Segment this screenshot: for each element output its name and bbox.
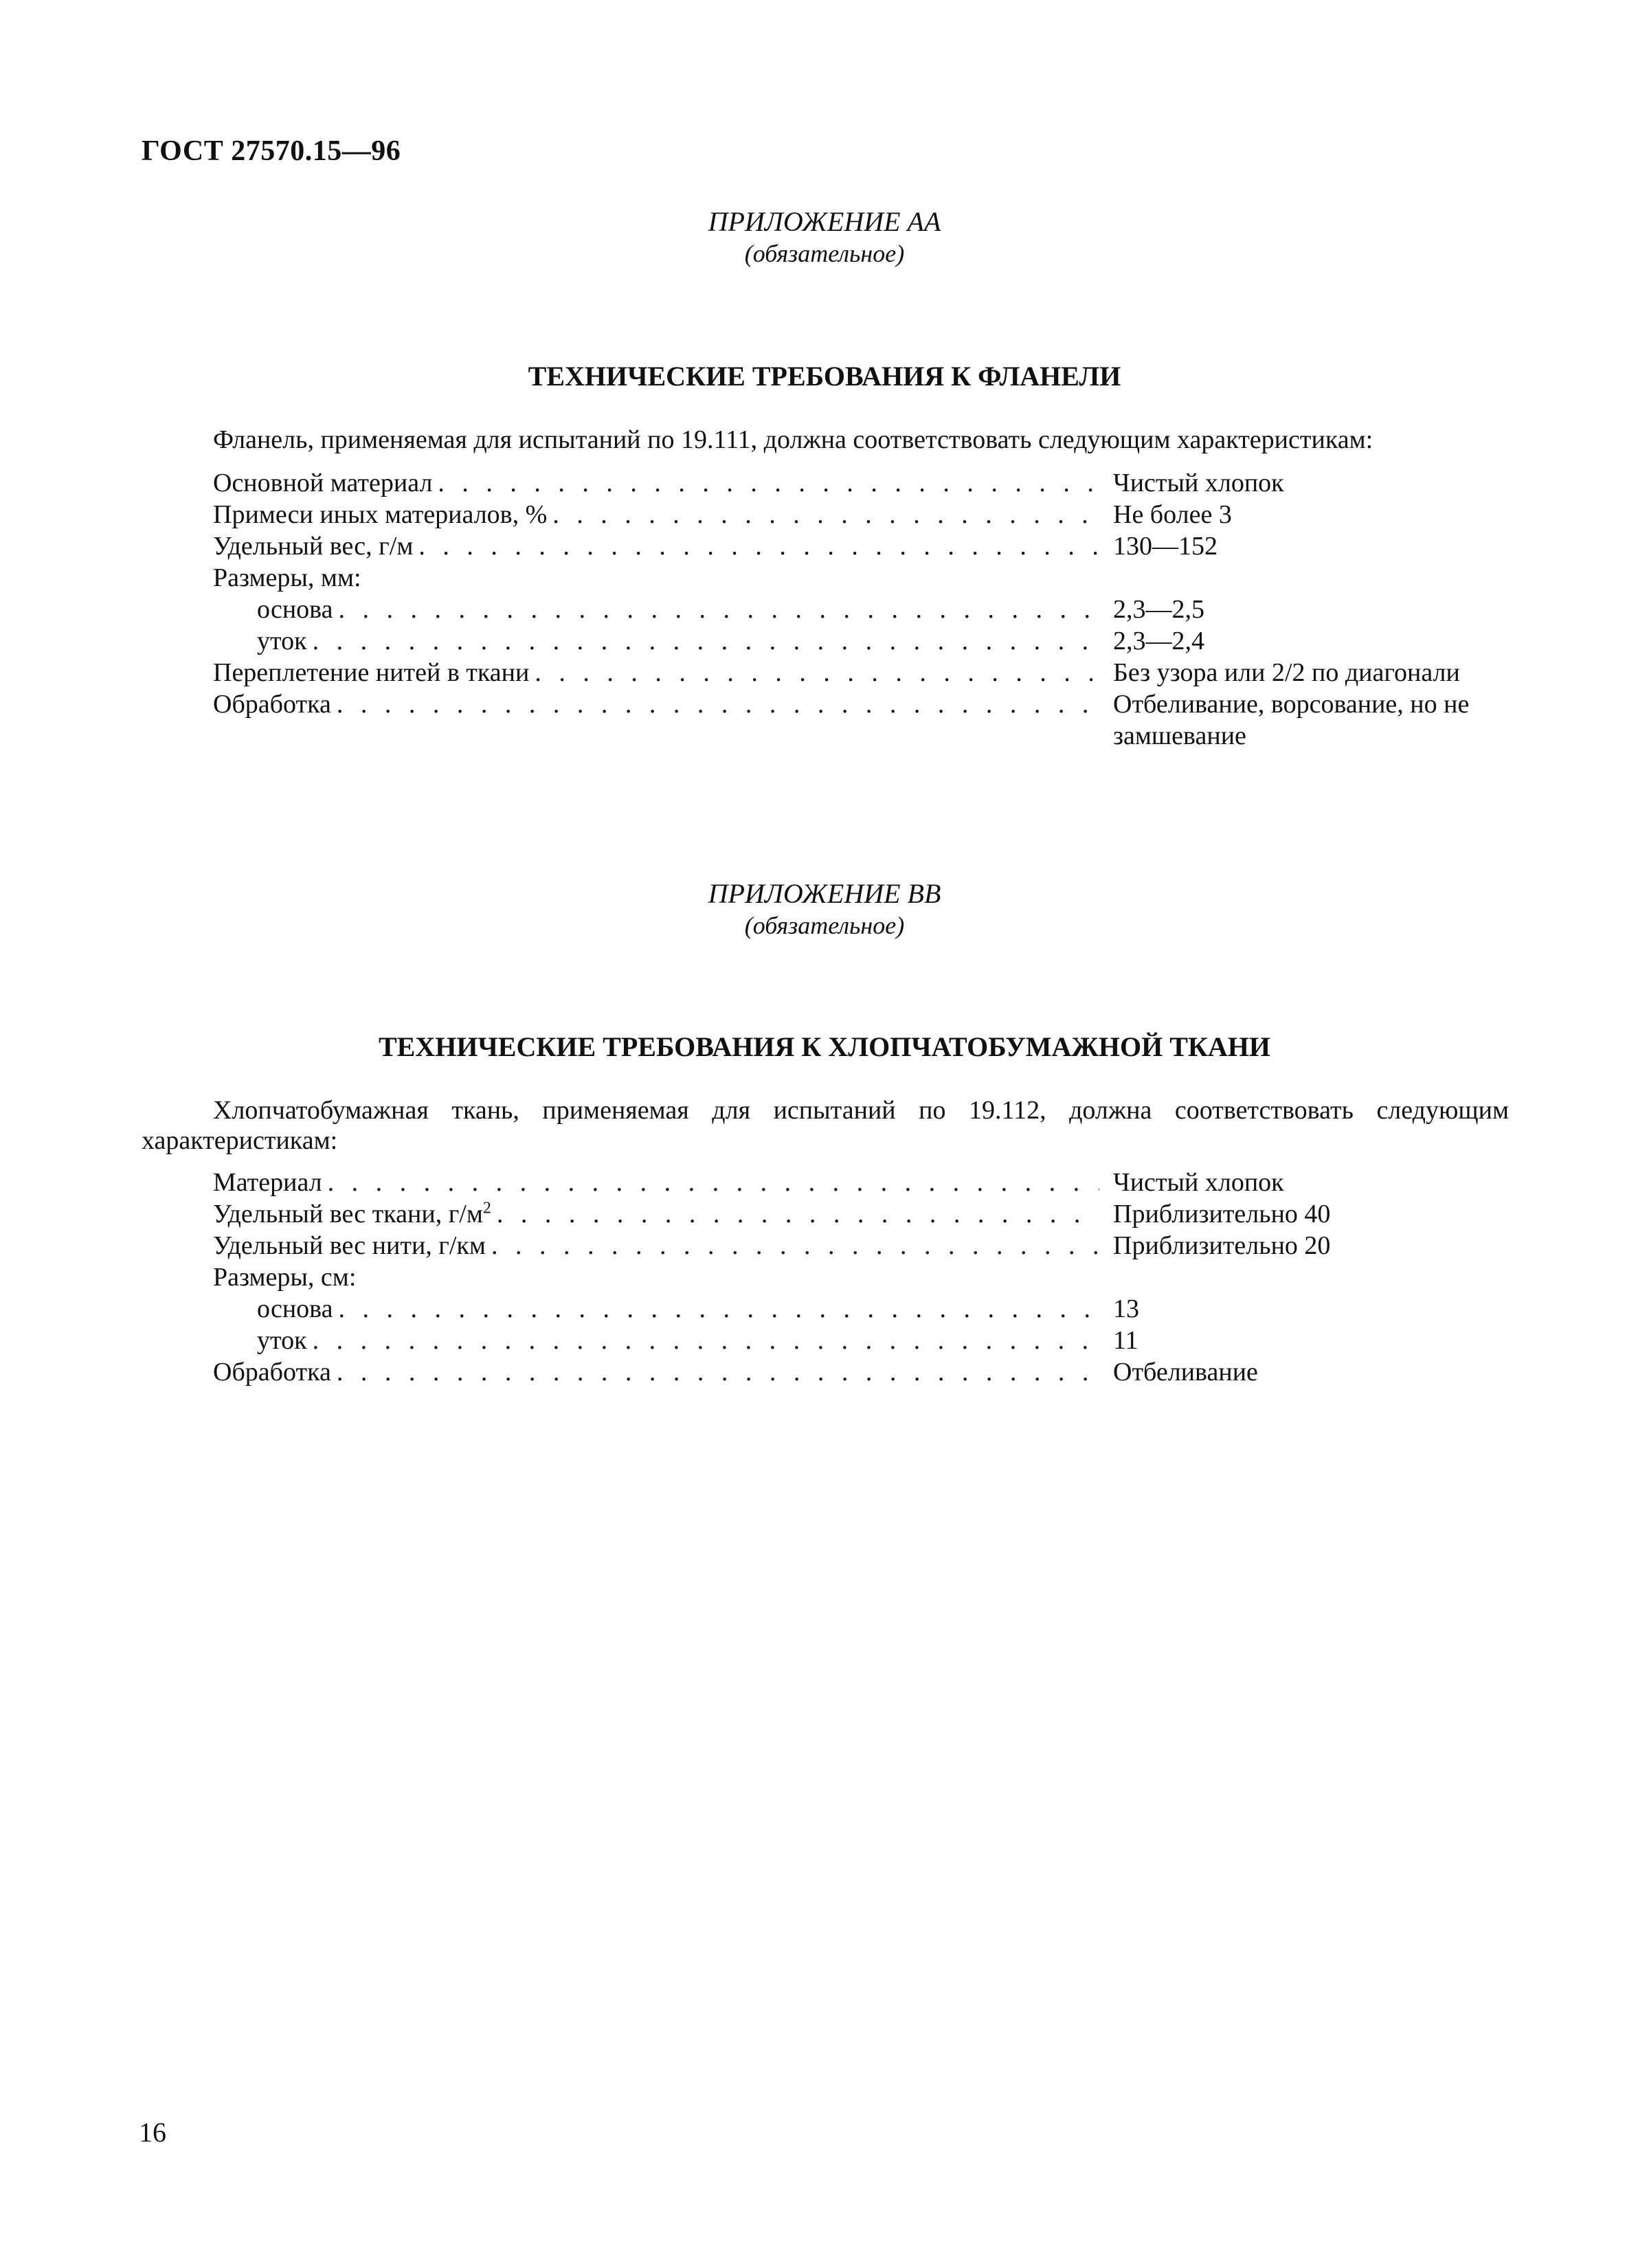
spec-value: Отбеливание xyxy=(1113,1358,1258,1386)
annex-aa-heading xyxy=(0,206,1649,269)
spec-row xyxy=(213,688,1518,752)
spec-row xyxy=(213,625,1518,657)
spec-label: Размеры, мм: xyxy=(213,563,361,592)
leader-dots xyxy=(438,467,1099,499)
annex-bb-section-title: ТЕХНИЧЕСКИЕ ТРЕБОВАНИЯ К ХЛОПЧАТОБУМАЖНОЙ ТКАНИ xyxy=(378,1031,1271,1062)
annex-bb-spec-list xyxy=(213,1167,1518,1388)
spec-label: уток xyxy=(257,1326,307,1355)
leader-dots xyxy=(418,530,1099,562)
spec-row xyxy=(213,1293,1518,1325)
spec-label: Удельный вес нити, г/км xyxy=(213,1231,486,1260)
annex-bb-heading xyxy=(0,878,1649,941)
spec-label: Удельный вес ткани, г/м xyxy=(213,1200,483,1228)
annex-bb-title: ПРИЛОЖЕНИЕ ВВ xyxy=(708,878,941,909)
annex-aa-intro: Фланель, применяемая для испытаний по 19.111, должна соответствовать следующим характеристикам: xyxy=(213,425,1373,454)
page-number: 16 xyxy=(139,2117,166,2148)
leader-dots xyxy=(328,1167,1099,1198)
spec-row xyxy=(213,1167,1518,1198)
leader-dots xyxy=(497,1198,1099,1230)
leader-dots xyxy=(313,1325,1099,1356)
superscript: 2 xyxy=(482,1199,491,1217)
leader-dots xyxy=(338,1293,1099,1325)
spec-row xyxy=(213,657,1518,688)
standard-header: ГОСТ 27570.15—96 xyxy=(142,135,401,167)
spec-value: Приблизительно 20 xyxy=(1113,1231,1331,1260)
spec-label: Примеси иных материалов, % xyxy=(213,500,548,529)
spec-value: Приблизительно 40 xyxy=(1113,1200,1331,1228)
leader-dots xyxy=(313,625,1099,657)
annex-aa-section-title: ТЕХНИЧЕСКИЕ ТРЕБОВАНИЯ К ФЛАНЕЛИ xyxy=(528,361,1121,392)
leader-dots xyxy=(491,1230,1099,1261)
spec-label: Обработка xyxy=(213,1358,331,1386)
leader-dots xyxy=(535,657,1099,688)
spec-label: уток xyxy=(257,627,307,655)
spec-row xyxy=(213,594,1518,625)
annex-bb-status: (обязательное) xyxy=(744,912,905,939)
spec-row xyxy=(213,1198,1518,1230)
spec-value: Отбеливание, ворсование, но не замшевание xyxy=(1113,690,1470,750)
spec-value: 13 xyxy=(1113,1294,1139,1323)
spec-value: 2,3—2,4 xyxy=(1113,627,1204,655)
spec-value: Без узора или 2/2 по диагонали xyxy=(1113,658,1460,687)
spec-value: 130—152 xyxy=(1113,532,1218,561)
spec-group-heading xyxy=(213,1261,1518,1293)
leader-dots xyxy=(337,688,1099,720)
spec-value: Чистый хлопок xyxy=(1113,1168,1284,1197)
spec-row xyxy=(213,499,1518,530)
leader-dots xyxy=(338,594,1099,625)
spec-label: Размеры, см: xyxy=(213,1263,357,1292)
spec-group-heading xyxy=(213,562,1518,594)
annex-aa-title: ПРИЛОЖЕНИЕ АА xyxy=(708,206,941,237)
spec-row xyxy=(213,1356,1518,1388)
spec-value: 2,3—2,5 xyxy=(1113,595,1204,624)
annex-aa-spec-list xyxy=(213,467,1518,752)
spec-label: основа xyxy=(257,595,333,624)
annex-bb-intro: Хлопчатобумажная ткань, применяемая для испытаний по 19.112, должна соответствовать следующим характеристикам: xyxy=(142,1096,1509,1155)
spec-row xyxy=(213,1325,1518,1356)
spec-value: Чистый хлопок xyxy=(1113,469,1284,497)
leader-dots xyxy=(552,499,1099,530)
spec-label: Удельный вес, г/м xyxy=(213,532,414,561)
spec-value: Не более 3 xyxy=(1113,500,1232,529)
annex-aa-status: (обязательное) xyxy=(744,240,905,267)
spec-label-with-superscript xyxy=(213,1198,497,1230)
spec-label: Основной материал xyxy=(213,469,433,497)
spec-row xyxy=(213,530,1518,562)
spec-label: Обработка xyxy=(213,690,331,719)
spec-row xyxy=(213,1230,1518,1261)
leader-dots xyxy=(337,1356,1099,1388)
spec-label: основа xyxy=(257,1294,333,1323)
spec-value: 11 xyxy=(1113,1326,1138,1355)
spec-label: Переплетение нитей в ткани xyxy=(213,658,530,687)
spec-label: Материал xyxy=(213,1168,322,1197)
spec-row xyxy=(213,467,1518,499)
